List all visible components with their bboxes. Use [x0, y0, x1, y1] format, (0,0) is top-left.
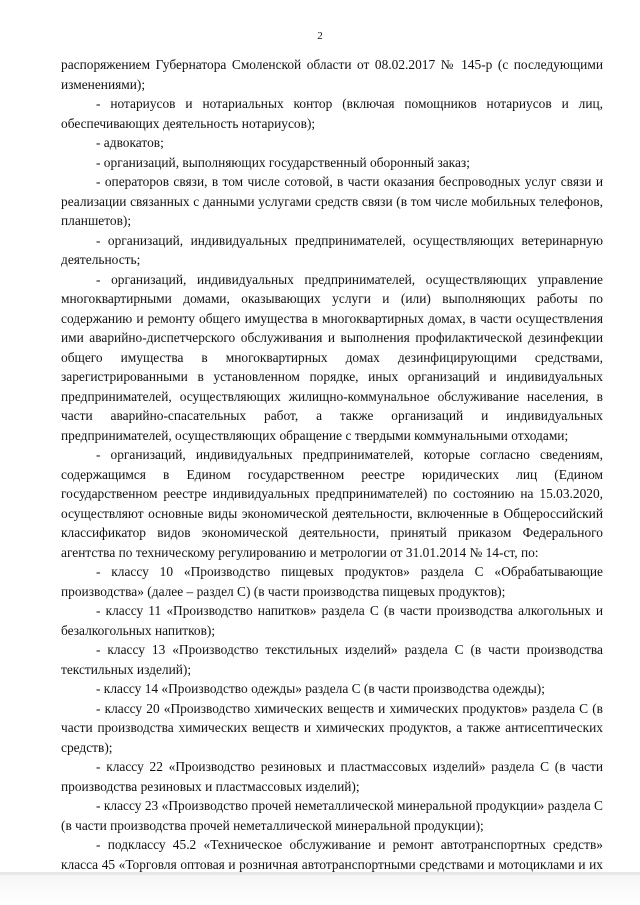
list-item-class-22: - классу 22 «Производство резиновых и пластмассовых изделий» раздела С (в части производства резиновых и пластмассовых изделий);	[61, 759, 603, 794]
paragraph-continuation: распоряжением Губернатора Смоленской области от 08.02.2017 № 145-р (с последующими изменениями);	[61, 57, 603, 92]
list-item-class-11: - классу 11 «Производство напитков» раздела С (в части производства алкогольных и безалкогольных напитков);	[61, 603, 603, 638]
list-item-class-20: - классу 20 «Производство химических веществ и химических продуктов» раздела С (в части производства химических веществ и химических продуктов, а также антисептических средств);	[61, 700, 603, 755]
list-item-registered-organizations: - организаций, индивидуальных предпринимателей, которые согласно сведениям, содержащимся в Едином государственном реестре юридических лиц (Едином государственном реестре индивидуальных предпринимателей) по состоянию на 15.03.2020, осуществляют основные виды экономической деятельности, включенные в Общероссийский классификатор видов экономической деятельности, принятый приказом Федерального агентства по техническому регулированию и метрологии от 31.01.2014 № 14-ст, по:	[61, 447, 603, 560]
list-item-class-14: - классу 14 «Производство одежды» раздела С (в части производства одежды);	[96, 681, 545, 696]
list-item-lawyers: - адвокатов;	[96, 135, 164, 150]
list-item-veterinary: - организаций, индивидуальных предпринимателей, осуществляющих ветеринарную деятельность;	[61, 232, 603, 267]
list-item-notaries: - нотариусов и нотариальных контор (включая помощников нотариусов и лиц, обеспечивающих деятельность нотариусов);	[61, 96, 603, 131]
list-item-class-13: - классу 13 «Производство текстильных изделий» раздела С (в части производства текстильных изделий);	[61, 642, 603, 677]
list-item-telecom-operators: - операторов связи, в том числе сотовой, в части оказания беспроводных услуг связи и реализации связанных с данными услугами средств связи (в том числе мобильных телефонов, планшетов);	[61, 174, 603, 228]
list-item-defense-order: - организаций, выполняющих государственный оборонный заказ;	[96, 154, 470, 170]
list-item-subclass-45-2: - подклассу 45.2 «Техническое обслуживание и ремонт автотранспортных средств» класса 45 «Торговля оптовая и розничная автотранспортными средствами и мотоциклами и их	[61, 837, 603, 872]
list-item-class-23: - классу 23 «Производство прочей неметаллической минеральной продукции» раздела С (в части производства прочей неметаллической минеральной продукции);	[61, 798, 603, 833]
list-item-housing-management: - организаций, индивидуальных предпринимателей, осуществляющих управление многоквартирными домами, оказывающих услуги и (или) выполняющих работы по содержанию и ремонту общего имущества в многоквартирных домах, в части осуществления ими аварийно-диспетчерского обслуживания и выполнения профилактической дезинфекции общего имущества в многоквартирных домах дезинфицирующими средствами, зарегистрированными в установленном порядке, иных организаций и индивидуальных предпринимателей, осуществляющих жилищно-коммунальное обслуживание населения, в части аварийно-спасательных работ, а также организаций и индивидуальных предпринимателей, осуществляющих обращение с твердыми коммунальными отходами;	[61, 271, 603, 443]
document-body	[61, 55, 603, 894]
list-item-class-10: - классу 10 «Производство пищевых продуктов» раздела С «Обрабатывающие производства» (далее – раздел С) (в части производства пищевых продуктов);	[61, 564, 603, 599]
page-number: 2	[317, 30, 323, 42]
scan-edge-shade	[0, 875, 640, 905]
